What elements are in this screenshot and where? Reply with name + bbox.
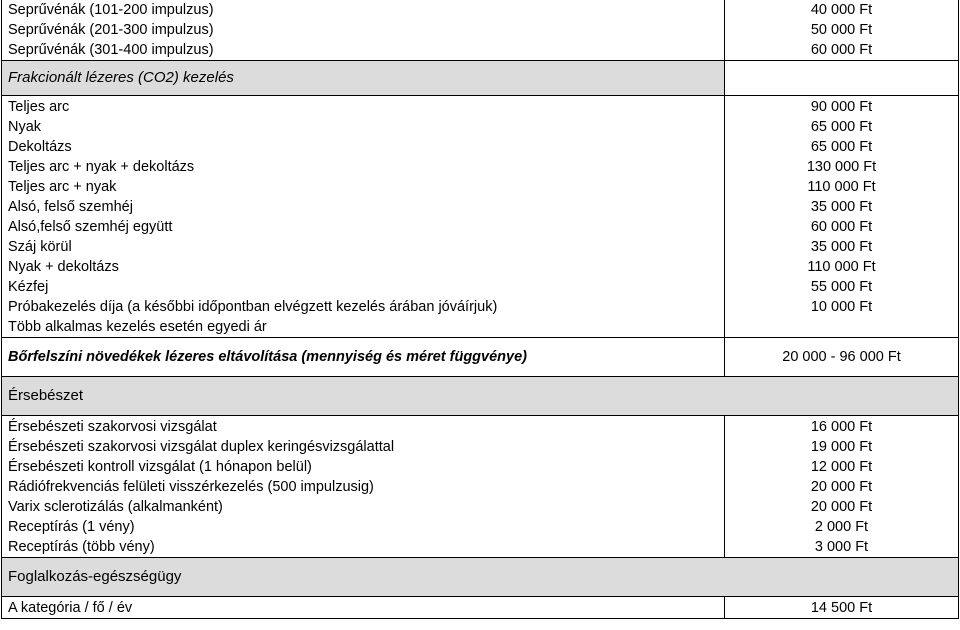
service-label: Varix sclerotizálás (alkalmanként): [2, 497, 725, 517]
table-row: [2, 257, 959, 277]
table-row: [2, 97, 959, 117]
service-price: 20 000 Ft: [725, 477, 959, 497]
table-row: [2, 477, 959, 497]
section-title: Foglalkozás-egészségügy: [2, 558, 959, 597]
service-label: Bőrfelszíni növedékek lézeres eltávolítása (mennyiség és méret függvénye): [2, 338, 725, 377]
service-label: Seprűvénák (101-200 impulzus): [2, 0, 725, 20]
service-label: Receptírás (1 vény): [2, 517, 725, 537]
service-label: Érsebészeti kontroll vizsgálat (1 hónapon belül): [2, 457, 725, 477]
table-row: [2, 277, 959, 297]
service-label: Érsebészeti szakorvosi vizsgálat: [2, 417, 725, 437]
service-label: Próbakezelés díja (a későbbi időpontban elvégzett kezelés árában jóváírjuk): [2, 297, 725, 317]
service-label: Érsebészeti szakorvosi vizsgálat duplex keringésvizsgálattal: [2, 437, 725, 457]
table-row: [2, 598, 959, 619]
service-price: 65 000 Ft: [725, 137, 959, 157]
table-row: [2, 237, 959, 257]
service-label: Seprűvénák (301-400 impulzus): [2, 40, 725, 61]
service-label: Teljes arc + nyak: [2, 177, 725, 197]
service-price: 50 000 Ft: [725, 20, 959, 40]
table-row: [2, 297, 959, 317]
service-price: 55 000 Ft: [725, 277, 959, 297]
table-row: [2, 437, 959, 457]
table-row: [2, 457, 959, 477]
service-label: Kézfej: [2, 277, 725, 297]
service-price: 130 000 Ft: [725, 157, 959, 177]
service-label: Száj körül: [2, 237, 725, 257]
service-price: 14 500 Ft: [725, 598, 959, 619]
service-label: Seprűvénák (201-300 impulzus): [2, 20, 725, 40]
service-price: [725, 317, 959, 338]
empty-cell: [725, 61, 959, 96]
service-label: Alsó,felső szemhéj együtt: [2, 217, 725, 237]
table-row: [2, 497, 959, 517]
table-row: [2, 417, 959, 437]
table-row: [2, 117, 959, 137]
table-row: [2, 217, 959, 237]
service-label: A kategória / fő / év: [2, 598, 725, 619]
service-price: 2 000 Ft: [725, 517, 959, 537]
section-header-occupational: [2, 558, 959, 597]
service-label: Több alkalmas kezelés esetén egyedi ár: [2, 317, 725, 338]
table-row: [2, 317, 959, 338]
table-row: [2, 157, 959, 177]
service-price: 16 000 Ft: [725, 417, 959, 437]
service-price: 19 000 Ft: [725, 437, 959, 457]
service-price: 60 000 Ft: [725, 217, 959, 237]
table-row: [2, 517, 959, 537]
section-title: Frakcionált lézeres (CO2) kezelés: [2, 61, 725, 96]
table-row: [2, 40, 959, 61]
service-label: Nyak + dekoltázs: [2, 257, 725, 277]
service-label: Rádiófrekvenciás felületi visszérkezelés (500 impulzusig): [2, 477, 725, 497]
service-price: 10 000 Ft: [725, 297, 959, 317]
service-label: Receptírás (több vény): [2, 537, 725, 558]
service-price: 12 000 Ft: [725, 457, 959, 477]
table-row-skin-growth: [2, 338, 959, 377]
service-price: 3 000 Ft: [725, 537, 959, 558]
section-title: Érsebészet: [2, 377, 959, 416]
table-row: [2, 20, 959, 40]
service-price: 90 000 Ft: [725, 97, 959, 117]
service-label: Alsó, felső szemhéj: [2, 197, 725, 217]
service-label: Nyak: [2, 117, 725, 137]
table-row: [2, 537, 959, 558]
service-label: Dekoltázs: [2, 137, 725, 157]
service-price: 110 000 Ft: [725, 177, 959, 197]
service-label: Teljes arc + nyak + dekoltázs: [2, 157, 725, 177]
table-row: [2, 137, 959, 157]
price-list-table: [1, 0, 959, 619]
service-price: 35 000 Ft: [725, 197, 959, 217]
table-row: [2, 197, 959, 217]
service-price: 35 000 Ft: [725, 237, 959, 257]
section-header-vascular: [2, 377, 959, 416]
table-row: [2, 177, 959, 197]
service-price: 20 000 - 96 000 Ft: [725, 338, 959, 377]
service-price: 40 000 Ft: [725, 0, 959, 20]
table-row: [2, 0, 959, 20]
service-price: 20 000 Ft: [725, 497, 959, 517]
service-price: 65 000 Ft: [725, 117, 959, 137]
service-price: 110 000 Ft: [725, 257, 959, 277]
section-header-fractional: [2, 61, 959, 96]
service-label: Teljes arc: [2, 97, 725, 117]
service-price: 60 000 Ft: [725, 40, 959, 61]
